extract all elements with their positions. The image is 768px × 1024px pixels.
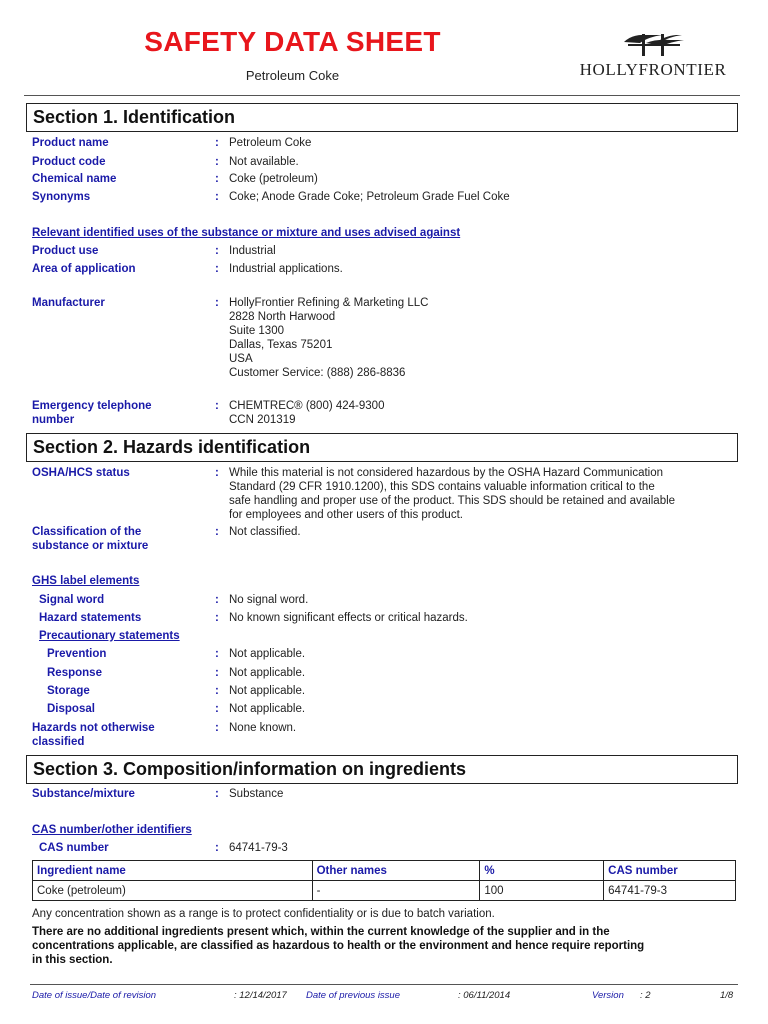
classification-label: Classification of the bbox=[32, 526, 142, 538]
classification-value: Not classified. bbox=[229, 526, 301, 538]
column-header: % bbox=[480, 861, 604, 881]
previous-issue-value: : 06/11/2014 bbox=[458, 990, 511, 1001]
ghs-label-elements-heading[interactable]: GHS label elements bbox=[32, 575, 140, 587]
manufacturer-line: HollyFrontier Refining & Marketing LLC bbox=[229, 297, 429, 309]
signal-word-value: No signal word. bbox=[229, 594, 309, 606]
response-value: Not applicable. bbox=[229, 667, 306, 679]
concentration-note: Any concentration shown as a range is to protect confidentiality or is due to batch variation. bbox=[32, 908, 495, 920]
footer-divider bbox=[30, 984, 738, 985]
osha-status-line: Standard (29 CFR 1910.1200), this SDS contains valuable information critical to the bbox=[229, 481, 655, 493]
document-title: SAFETY DATA SHEET bbox=[144, 26, 441, 57]
colon: : bbox=[215, 842, 219, 854]
section-2-heading: Section 2. Hazards identification bbox=[26, 433, 738, 462]
product-code-label: Product code bbox=[32, 156, 106, 168]
version-label: Version bbox=[592, 990, 624, 1001]
product-name-label: Product name bbox=[32, 137, 109, 149]
table-cell: - bbox=[312, 881, 480, 901]
area-of-application-value: Industrial applications. bbox=[229, 263, 343, 275]
section-3-heading: Section 3. Composition/information on ingredients bbox=[26, 755, 738, 784]
product-use-label: Product use bbox=[32, 245, 99, 257]
hazard-statements-value: No known significant effects or critical hazards. bbox=[229, 612, 468, 624]
colon: : bbox=[215, 400, 219, 412]
colon: : bbox=[215, 788, 219, 800]
colon: : bbox=[215, 612, 219, 624]
ingredients-note-line: concentrations applicable, are classified as hazardous to health or the environment and hence require reporting bbox=[32, 940, 645, 952]
colon: : bbox=[215, 685, 219, 697]
prevention-value: Not applicable. bbox=[229, 648, 306, 660]
emergency-telephone-label: Emergency telephone bbox=[32, 400, 152, 412]
colon: : bbox=[215, 245, 219, 257]
hnoc-label-2: classified bbox=[32, 736, 85, 748]
logo-wordmark: HOLLYFRONTIER bbox=[579, 60, 727, 79]
logo-mark-icon bbox=[566, 30, 740, 60]
colon: : bbox=[215, 173, 219, 185]
column-header: Ingredient name bbox=[33, 861, 313, 881]
colon: : bbox=[215, 467, 219, 479]
signal-word-label: Signal word bbox=[39, 594, 105, 606]
colon: : bbox=[215, 191, 219, 203]
table-cell: Coke (petroleum) bbox=[33, 881, 313, 901]
version-value: : 2 bbox=[640, 990, 651, 1001]
emergency-line: CHEMTREC® (800) 424-9300 bbox=[229, 400, 385, 412]
osha-status-line: for employees and other users of this product. bbox=[229, 509, 463, 521]
osha-status-label: OSHA/HCS status bbox=[32, 467, 130, 479]
colon: : bbox=[215, 297, 219, 309]
colon: : bbox=[215, 137, 219, 149]
colon: : bbox=[215, 703, 219, 715]
manufacturer-line: USA bbox=[229, 353, 253, 365]
emergency-telephone-label-2: number bbox=[32, 414, 75, 426]
synonyms-label: Synonyms bbox=[32, 191, 91, 203]
colon: : bbox=[215, 648, 219, 660]
classification-label-2: substance or mixture bbox=[32, 540, 149, 552]
page-number: 1/8 bbox=[720, 990, 734, 1001]
disposal-label: Disposal bbox=[47, 703, 95, 715]
manufacturer-label: Manufacturer bbox=[32, 297, 105, 309]
substance-mixture-value: Substance bbox=[229, 788, 284, 800]
storage-value: Not applicable. bbox=[229, 685, 306, 697]
relevant-uses-heading[interactable]: Relevant identified uses of the substance or mixture and uses advised against bbox=[32, 227, 461, 239]
table-cell: 100 bbox=[480, 881, 604, 901]
cas-number-value: 64741-79-3 bbox=[229, 842, 288, 854]
colon: : bbox=[215, 594, 219, 606]
previous-issue-label: Date of previous issue bbox=[306, 990, 400, 1001]
product-name-value: Petroleum Coke bbox=[229, 137, 312, 149]
ingredients-table bbox=[32, 860, 736, 901]
ingredients-note-line: in this section. bbox=[32, 954, 113, 966]
header-divider bbox=[24, 95, 740, 96]
manufacturer-line: Dallas, Texas 75201 bbox=[229, 339, 333, 351]
cas-number-label: CAS number bbox=[39, 842, 109, 854]
cas-identifiers-heading[interactable]: CAS number/other identifiers bbox=[32, 824, 192, 836]
synonyms-value: Coke; Anode Grade Coke; Petroleum Grade Fuel Coke bbox=[229, 191, 510, 203]
colon: : bbox=[215, 722, 219, 734]
hnoc-label: Hazards not otherwise bbox=[32, 722, 155, 734]
hazard-statements-label: Hazard statements bbox=[39, 612, 142, 624]
document-subtitle: Petroleum Coke bbox=[245, 68, 340, 83]
manufacturer-line: 2828 North Harwood bbox=[229, 311, 336, 323]
issue-date-value: : 12/14/2017 bbox=[234, 990, 287, 1001]
table-row bbox=[33, 881, 736, 901]
table-cell: 64741-79-3 bbox=[604, 881, 736, 901]
colon: : bbox=[215, 526, 219, 538]
product-code-value: Not available. bbox=[229, 156, 299, 168]
table-header-row bbox=[33, 861, 736, 881]
column-header: CAS number bbox=[604, 861, 736, 881]
emergency-line: CCN 201319 bbox=[229, 414, 296, 426]
company-logo bbox=[566, 30, 740, 82]
response-label: Response bbox=[47, 667, 102, 679]
manufacturer-line: Suite 1300 bbox=[229, 325, 284, 337]
osha-status-line: safe handling and proper use of the product. This SDS should be retained and available bbox=[229, 495, 676, 507]
colon: : bbox=[215, 156, 219, 168]
manufacturer-line: Customer Service: (888) 286-8836 bbox=[229, 367, 406, 379]
prevention-label: Prevention bbox=[47, 648, 107, 660]
precautionary-statements-heading[interactable]: Precautionary statements bbox=[39, 630, 180, 642]
section-1-heading: Section 1. Identification bbox=[26, 103, 738, 132]
storage-label: Storage bbox=[47, 685, 90, 697]
hnoc-value: None known. bbox=[229, 722, 297, 734]
product-use-value: Industrial bbox=[229, 245, 276, 257]
area-of-application-label: Area of application bbox=[32, 263, 136, 275]
colon: : bbox=[215, 263, 219, 275]
column-header: Other names bbox=[312, 861, 480, 881]
colon: : bbox=[215, 667, 219, 679]
osha-status-line: While this material is not considered hazardous by the OSHA Hazard Communication bbox=[229, 467, 664, 479]
issue-date-label: Date of issue/Date of revision bbox=[32, 990, 157, 1001]
substance-mixture-label: Substance/mixture bbox=[32, 788, 135, 800]
chemical-name-label: Chemical name bbox=[32, 173, 117, 185]
ingredients-note-line: There are no additional ingredients present which, within the current knowledge of the supplier and in the bbox=[32, 926, 610, 938]
chemical-name-value: Coke (petroleum) bbox=[229, 173, 318, 185]
disposal-value: Not applicable. bbox=[229, 703, 306, 715]
